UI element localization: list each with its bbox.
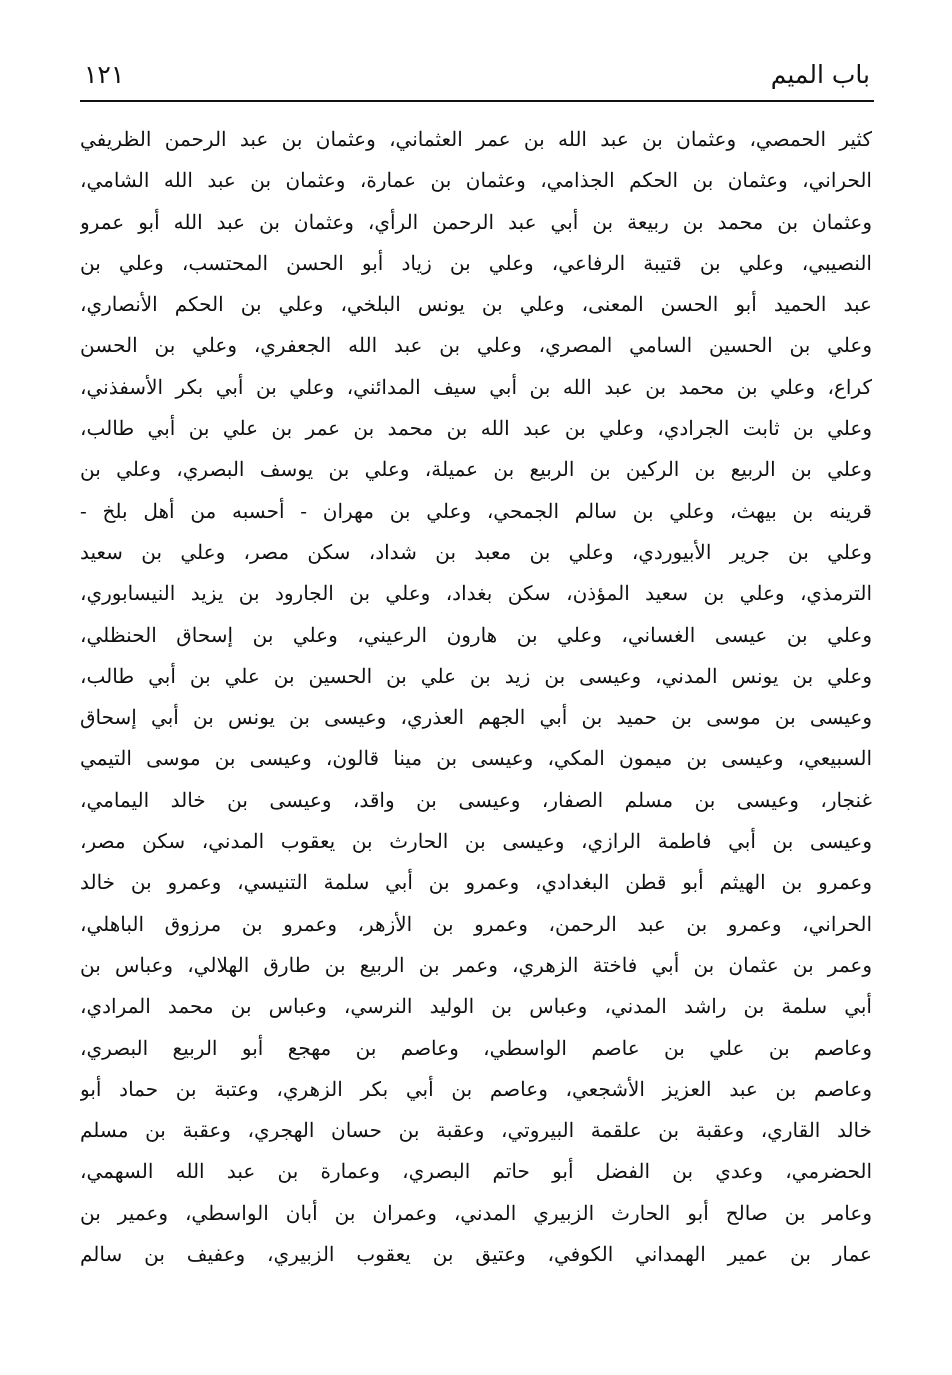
text-line: وعاصم بن عبد العزيز الأشجعي، وعاصم بن أبي بكر الزهري، وعتبة بن حماد أبو: [80, 1076, 872, 1101]
text-line: النصيبي، وعلي بن قتيبة الرفاعي، وعلي بن زياد أبو الحسن المحتسب، وعلي بن: [80, 250, 872, 275]
header-rule: [80, 100, 874, 102]
text-line: وعمر بن عثمان بن أبي فاختة الزهري، وعمر بن الربيع بن طارق الهلالي، وعباس بن: [80, 952, 872, 977]
text-line: خالد القاري، وعقبة بن علقمة البيروتي، وعقبة بن حسان الهجري، وعقبة بن مسلم: [80, 1118, 872, 1143]
text-line: الترمذي، وعلي بن سعيد المؤذن، سكن بغداد، وعلي بن الجارود بن يزيد النيسابوري،: [80, 581, 872, 606]
text-line: وعلي بن الحسين السامي المصري، وعلي بن عبد الله الجعفري، وعلي بن الحسن: [80, 333, 872, 358]
text-line: كراع، وعلي بن محمد بن عبد الله بن أبي سيف المدائني، وعلي بن أبي بكر الأسفذني،: [80, 374, 872, 399]
text-line: قرينه بن بيهث، وعلي بن سالم الجمحي، وعلي بن مهران - أحسبه من أهل بلخ -: [80, 498, 872, 523]
text-line: الحضرمي، وعدي بن الفضل أبو حاتم البصري، وعمارة بن عبد الله السهمي،: [80, 1159, 872, 1184]
running-title: باب الميم: [770, 60, 870, 89]
text-line: وعلي بن يونس المدني، وعيسى بن زيد بن علي بن الحسين بن علي بن أبي طالب،: [80, 663, 872, 688]
text-line: وعيسى بن أبي فاطمة الرازي، وعيسى بن الحارث بن يعقوب المدني، سكن مصر،: [80, 829, 872, 854]
text-line: وعلي بن الربيع بن الركين بن الربيع بن عميلة، وعلي بن يوسف البصري، وعلي بن: [80, 457, 872, 482]
page-header: [80, 58, 870, 98]
text-line: الحراني، وعثمان بن الحكم الجذامي، وعثمان بن عمارة، وعثمان بن عبد الله الشامي،: [80, 168, 872, 193]
text-line: الحراني، وعمرو بن عبد الرحمن، وعمرو بن الأزهر، وعمرو بن مرزوق الباهلي،: [80, 911, 872, 936]
text-line: غنجار، وعيسى بن مسلم الصفار، وعيسى بن واقد، وعيسى بن خالد اليمامي،: [80, 787, 872, 812]
text-line: وعثمان بن محمد بن ربيعة بن أبي عبد الرحمن الرأي، وعثمان بن عبد الله أبو عمرو: [80, 209, 872, 234]
page-number: ١٢١: [84, 60, 125, 89]
text-line: وعلي بن جرير الأبيوردي، وعلي بن معبد بن شداد، سكن مصر، وعلي بن سعيد: [80, 539, 872, 564]
text-line: وعيسى بن موسى بن حميد بن أبي الجهم العذري، وعيسى بن يونس بن أبي إسحاق: [80, 705, 872, 730]
text-line: وعلي بن عيسى الغساني، وعلي بن هارون الرعيني، وعلي بن إسحاق الحنظلي،: [80, 622, 872, 647]
text-line: وعاصم بن علي بن عاصم الواسطي، وعاصم بن مهجع أبو الربيع البصري،: [80, 1035, 872, 1060]
text-line: السبيعي، وعيسى بن ميمون المكي، وعيسى بن مينا قالون، وعيسى بن موسى التيمي: [80, 746, 872, 771]
text-line: عبد الحميد أبو الحسن المعنى، وعلي بن يونس البلخي، وعلي بن الحكم الأنصاري،: [80, 292, 872, 317]
text-line: عمار بن عمير الهمداني الكوفي، وعتيق بن يعقوب الزبيري، وعفيف بن سالم: [80, 1242, 872, 1267]
text-line: وعمرو بن الهيثم أبو قطن البغدادي، وعمرو بن أبي سلمة التنيسي، وعمرو بن خالد: [80, 870, 872, 895]
text-line: وعامر بن صالح أبو الحارث الزبيري المدني، وعمران بن أبان الواسطي، وعمير بن: [80, 1200, 872, 1225]
text-line: وعلي بن ثابت الجرادي، وعلي بن عبد الله بن محمد بن عمر بن علي بن أبي طالب،: [80, 416, 872, 441]
text-line: أبي سلمة بن راشد المدني، وعباس بن الوليد النرسي، وعباس بن محمد المرادي،: [80, 994, 872, 1019]
body-text: [80, 119, 872, 1275]
text-line: كثير الحمصي، وعثمان بن عبد الله بن عمر العثماني، وعثمان بن عبد الرحمن الظريفي: [80, 127, 872, 151]
